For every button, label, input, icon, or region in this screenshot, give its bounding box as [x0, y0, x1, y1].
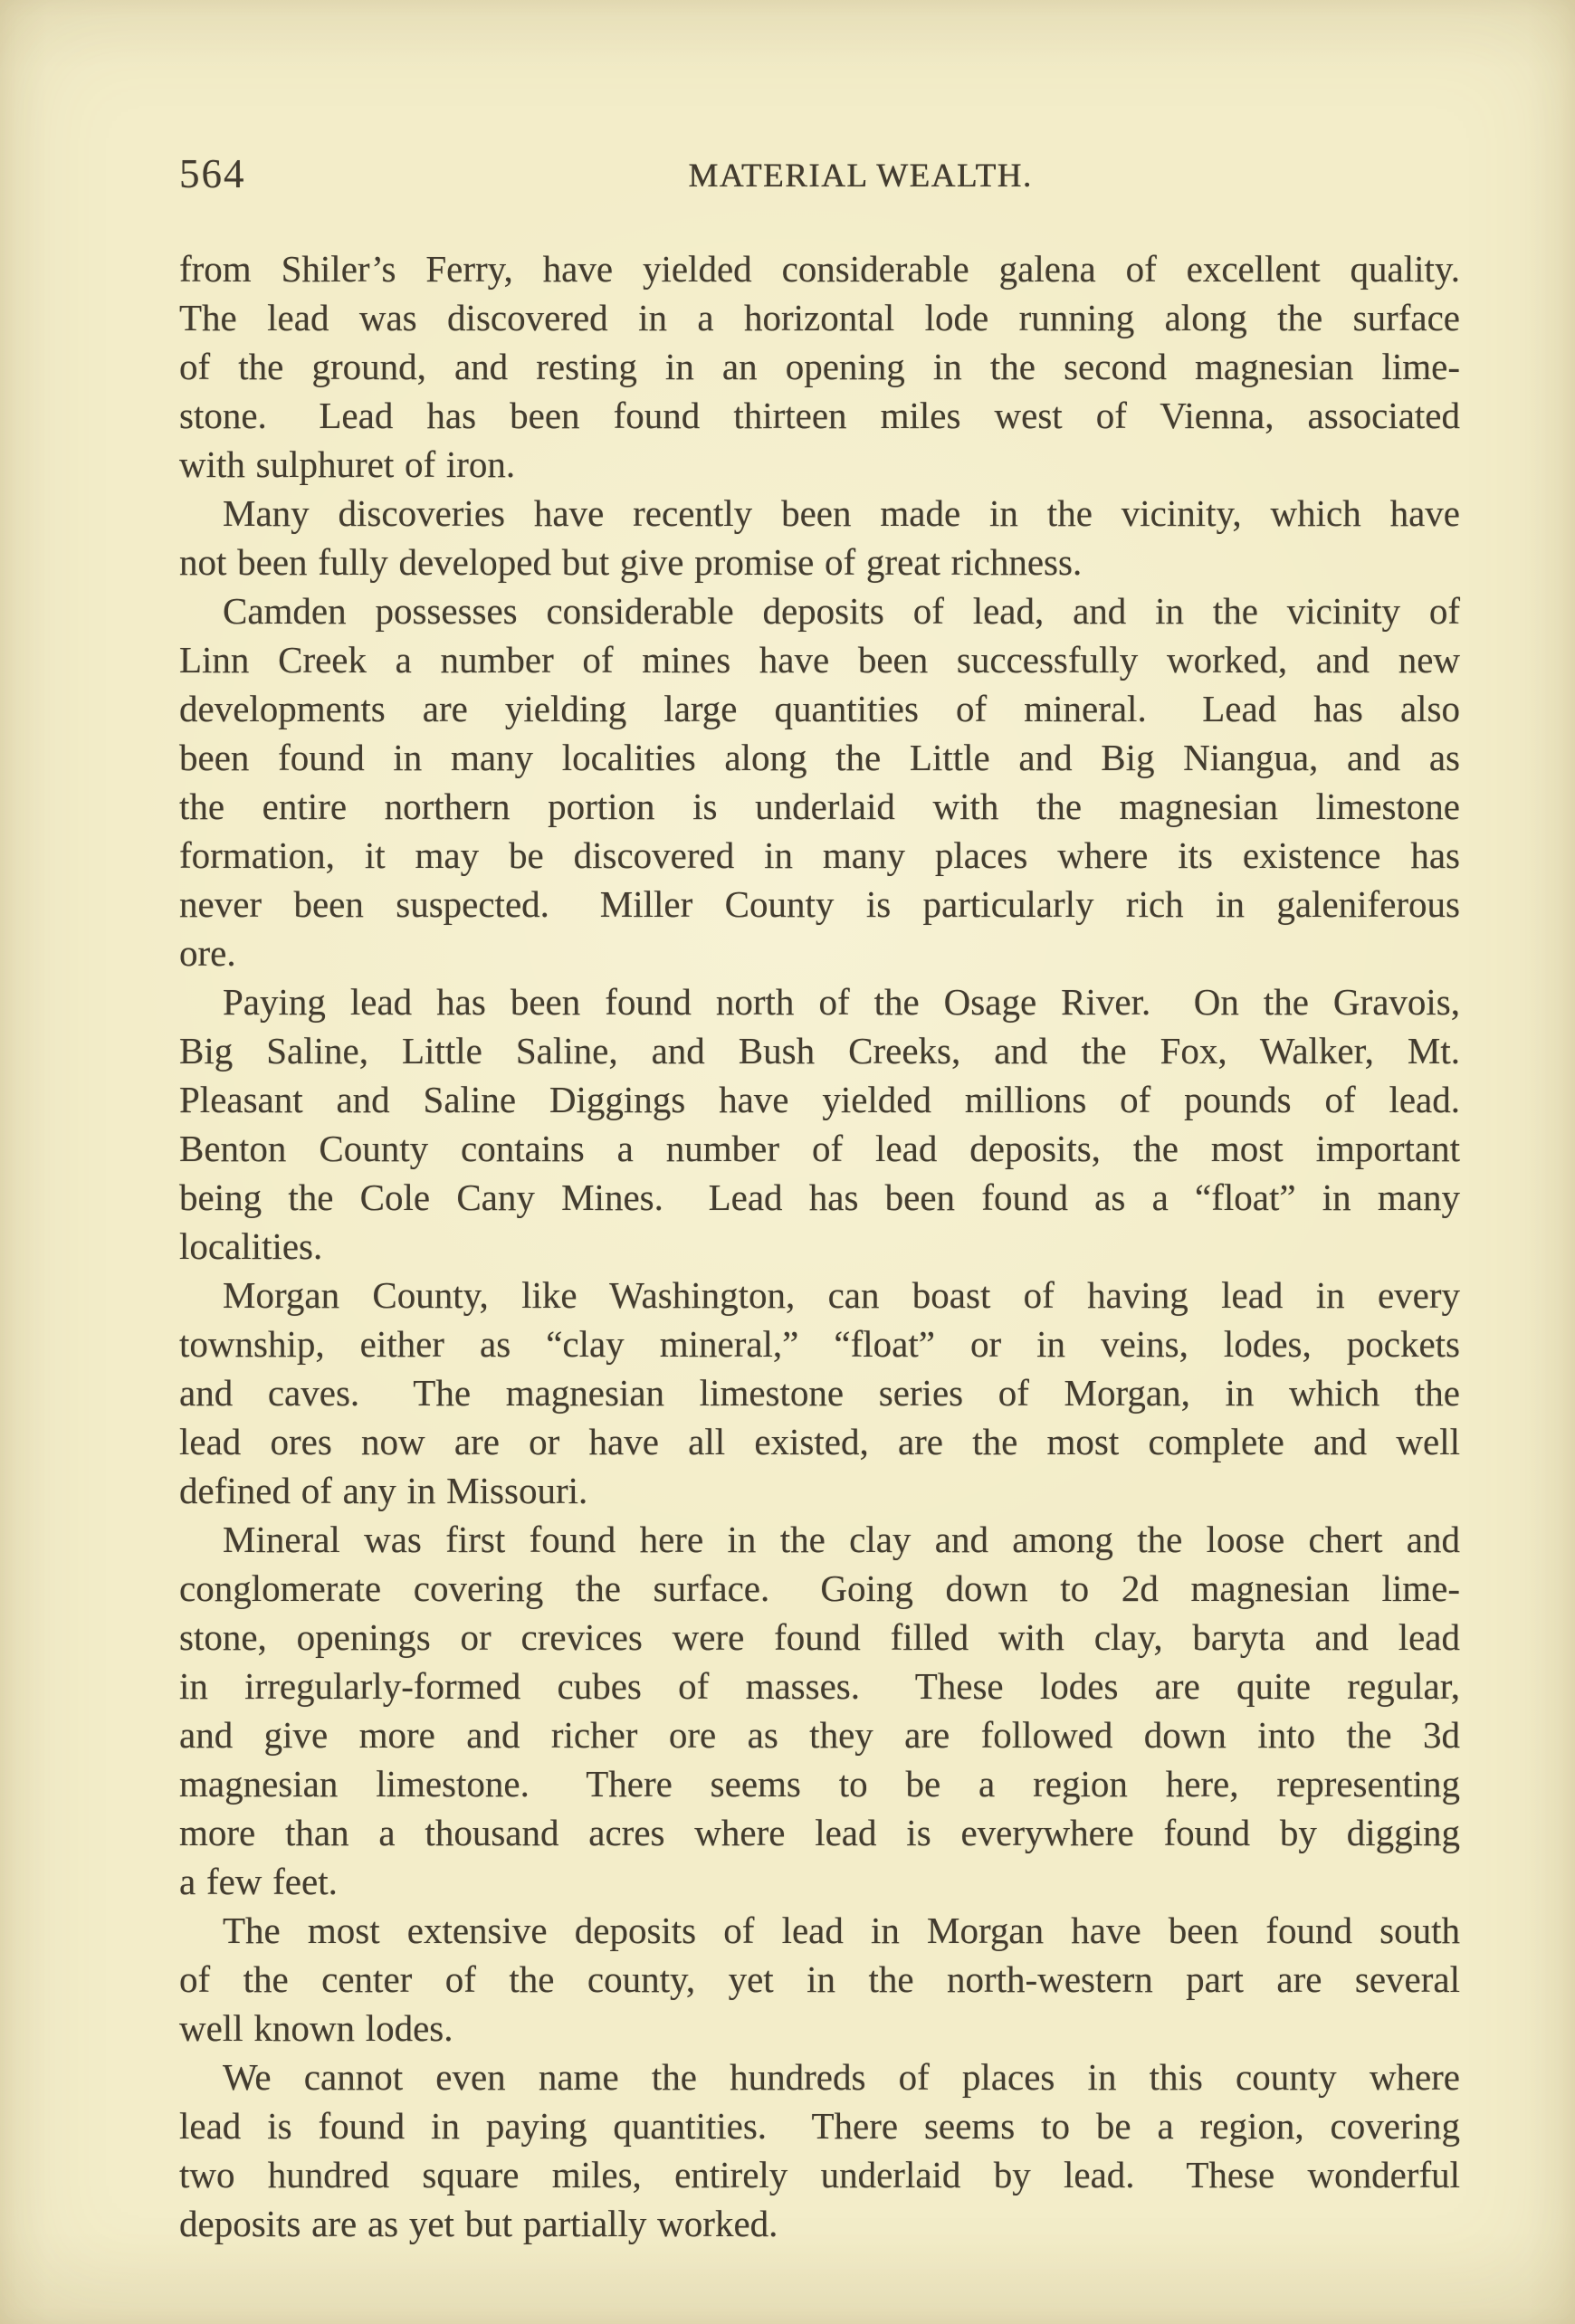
text-line: Big Saline, Little Saline, and Bush Creeks, and the Fox, Walker, Mt.	[179, 1030, 1460, 1072]
text-line: We cannot even name the hundreds of places in this county where	[223, 2056, 1460, 2098]
text-line: Benton County contains a number of lead deposits, the most important	[179, 1128, 1460, 1169]
text-line: never been suspected. Miller County is particularly rich in galeniferous	[179, 883, 1460, 925]
text-line: in irregularly-formed cubes of masses. These lodes are quite regular,	[179, 1665, 1460, 1707]
text-line: stone. Lead has been found thirteen miles west of Vienna, associated	[179, 395, 1460, 436]
text-line: Pleasant and Saline Diggings have yielded millions of pounds of lead.	[179, 1079, 1460, 1120]
text-line: defined of any in Missouri.	[179, 1470, 588, 1511]
text-line: of the center of the county, yet in the north-western part are several	[179, 1958, 1460, 2000]
text-line: magnesian limestone. There seems to be a region here, representing	[179, 1763, 1460, 1805]
text-line: conglomerate covering the surface. Going down to 2d magnesian lime-	[179, 1567, 1460, 1609]
text-line: not been fully developed but give promise of great richness.	[179, 541, 1083, 583]
text-line: Camden possesses considerable deposits of lead, and in the vicinity of	[223, 590, 1460, 632]
text-line: The most extensive deposits of lead in Morgan have been found south	[223, 1910, 1460, 1951]
running-header: MATERIAL WEALTH.	[688, 157, 1033, 195]
text-line: developments are yielding large quantities of mineral. Lead has also	[179, 688, 1460, 729]
text-line: Many discoveries have recently been made in the vicinity, which have	[223, 492, 1460, 534]
text-line: deposits are as yet but partially worked.	[179, 2203, 778, 2244]
text-line: two hundred square miles, entirely underlaid by lead. These wonderful	[179, 2154, 1460, 2195]
text-line: a few feet.	[179, 1861, 338, 1902]
text-line: stone, openings or crevices were found filled with clay, baryta and lead	[179, 1616, 1460, 1658]
text-line: being the Cole Cany Mines. Lead has been found as a “float” in many	[179, 1176, 1460, 1218]
text-line: formation, it may be discovered in many places where its existence has	[179, 834, 1460, 876]
text-line: been found in many localities along the Little and Big Niangua, and as	[179, 737, 1460, 778]
text-line: localities.	[179, 1225, 323, 1267]
text-line: lead ores now are or have all existed, are the most complete and well	[179, 1421, 1460, 1462]
text-line: well known lodes.	[179, 2007, 453, 2049]
page-number: 564	[179, 151, 246, 196]
text-line: Morgan County, like Washington, can boast of having lead in every	[223, 1274, 1460, 1316]
text-line: more than a thousand acres where lead is everywhere found by digging	[179, 1812, 1460, 1853]
text-line: and give more and richer ore as they are followed down into the 3d	[179, 1714, 1460, 1756]
text-line: Linn Creek a number of mines have been successfully worked, and new	[179, 639, 1460, 681]
text-line: with sulphuret of iron.	[179, 443, 516, 485]
text-line: lead is found in paying quantities. There seems to be a region, covering	[179, 2105, 1460, 2147]
text-line: township, either as “clay mineral,” “float” or in veins, lodes, pockets	[179, 1323, 1460, 1365]
text-line: ore.	[179, 932, 236, 974]
text-line: The lead was discovered in a horizontal lode running along the surface	[179, 297, 1460, 338]
text-line: Mineral was first found here in the clay and among the loose chert and	[223, 1519, 1460, 1560]
text-line: of the ground, and resting in an opening in the second magnesian lime-	[179, 346, 1460, 387]
text-block	[179, 244, 1460, 2248]
text-line: from Shiler’s Ferry, have yielded considerable galena of excellent quality.	[179, 248, 1460, 290]
text-line: and caves. The magnesian limestone series of Morgan, in which the	[179, 1372, 1460, 1414]
page-header	[179, 152, 1460, 208]
text-line: Paying lead has been found north of the Osage River. On the Gravois,	[223, 981, 1460, 1023]
text-line: the entire northern portion is underlaid with the magnesian limestone	[179, 786, 1460, 827]
